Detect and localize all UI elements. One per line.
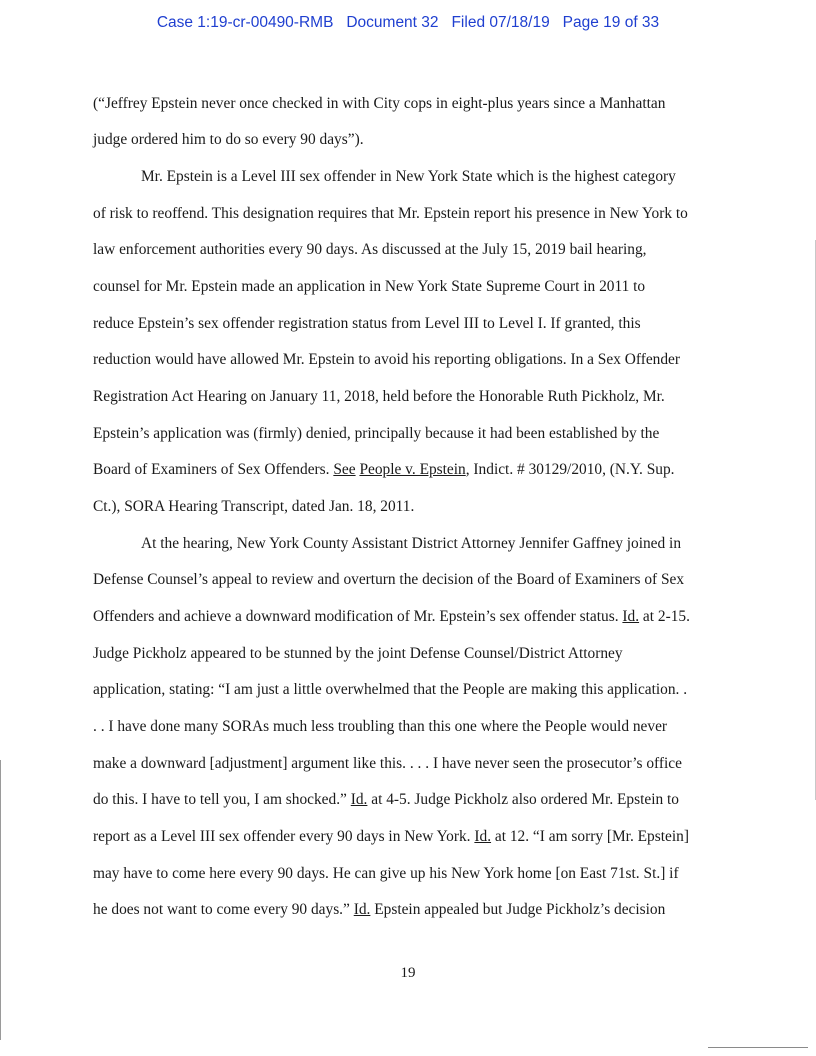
case-citation: People v. Epstein bbox=[359, 461, 466, 478]
body-line: . . I have done many SORAs much less troubling than this one where the People would never bbox=[93, 718, 668, 735]
body-line: application, stating: “I am just a little overwhelmed that the People are making this application. . bbox=[93, 681, 688, 698]
body-line: Ct.), SORA Hearing Transcript, dated Jan. 18, 2011. bbox=[93, 498, 415, 515]
court-filing-header bbox=[0, 14, 816, 32]
body-line: Registration Act Hearing on January 11, 2018, held before the Honorable Ruth Pickholz, Mr. bbox=[93, 388, 665, 405]
citation-signal: See bbox=[333, 461, 356, 478]
line-text: Offenders and achieve a downward modification of Mr. Epstein’s sex offender status. bbox=[93, 608, 623, 625]
body-line bbox=[93, 901, 665, 919]
case-number: Case 1:19-cr-00490-RMB bbox=[156, 14, 334, 31]
line-text: at 4-5. Judge Pickholz also ordered Mr. Epstein to bbox=[367, 791, 680, 808]
body-line bbox=[93, 608, 690, 626]
line-text: do this. I have to tell you, I am shocked.” bbox=[93, 791, 351, 808]
body-line: (“Jeffrey Epstein never once checked in with City cops in eight-plus years since a Manhattan bbox=[93, 95, 666, 112]
line-text: Epstein appealed but Judge Pickholz’s decision bbox=[370, 901, 666, 918]
body-line: law enforcement authorities every 90 days. As discussed at the July 15, 2019 bail hearing, bbox=[93, 241, 647, 258]
line-text: report as a Level III sex offender every 90 days in New York. bbox=[93, 828, 475, 845]
id-citation: Id. bbox=[474, 828, 492, 845]
body-line: may have to come here every 90 days. He can give up his New York home [on East 71st. St.] if bbox=[93, 865, 679, 882]
paragraph-start-line: At the hearing, New York County Assistant District Attorney Jennifer Gaffney joined in bbox=[141, 535, 682, 552]
body-line: reduction would have allowed Mr. Epstein to avoid his reporting obligations. In a Sex Offender bbox=[93, 351, 681, 368]
line-text: Board of Examiners of Sex Offenders. bbox=[93, 461, 334, 478]
body-line: Judge Pickholz appeared to be stunned by the joint Defense Counsel/District Attorney bbox=[93, 645, 623, 662]
paragraph-start-line: Mr. Epstein is a Level III sex offender in New York State which is the highest category bbox=[141, 168, 676, 185]
body-line: reduce Epstein’s sex offender registration status from Level III to Level I. If granted, this bbox=[93, 315, 641, 332]
body-line: make a downward [adjustment] argument like this. . . . I have never seen the prosecutor’s office bbox=[93, 755, 682, 772]
body-line: Defense Counsel’s appeal to review and overturn the decision of the Board of Examiners of Sex bbox=[93, 571, 685, 588]
scan-edge-left bbox=[0, 760, 1, 1040]
body-line bbox=[93, 461, 675, 479]
line-text: he does not want to come every 90 days.” bbox=[93, 901, 354, 918]
filed-date: Filed 07/18/19 bbox=[451, 14, 550, 31]
id-citation: Id. bbox=[622, 608, 640, 625]
body-line bbox=[93, 791, 679, 809]
scan-edge-bottom bbox=[708, 1047, 808, 1048]
body-line bbox=[93, 828, 689, 846]
body-line: counsel for Mr. Epstein made an application in New York State Supreme Court in 2011 to bbox=[93, 278, 646, 295]
id-citation: Id. bbox=[350, 791, 368, 808]
line-text: at 12. “I am sorry [Mr. Epstein] bbox=[491, 828, 689, 845]
document-number: Document 32 bbox=[346, 14, 439, 31]
page-number: 19 bbox=[400, 965, 416, 981]
body-line: judge ordered him to do so every 90 days”). bbox=[93, 131, 364, 148]
id-citation: Id. bbox=[353, 901, 371, 918]
line-text: at 2-15. bbox=[639, 608, 690, 625]
body-line: of risk to reoffend. This designation requires that Mr. Epstein report his presence in New York to bbox=[93, 205, 688, 222]
line-text: , Indict. # 30129/2010, (N.Y. Sup. bbox=[465, 461, 675, 478]
body-line: Epstein’s application was (firmly) denied, principally because it had been established by the bbox=[93, 425, 660, 442]
page-indicator: Page 19 of 33 bbox=[562, 14, 660, 31]
